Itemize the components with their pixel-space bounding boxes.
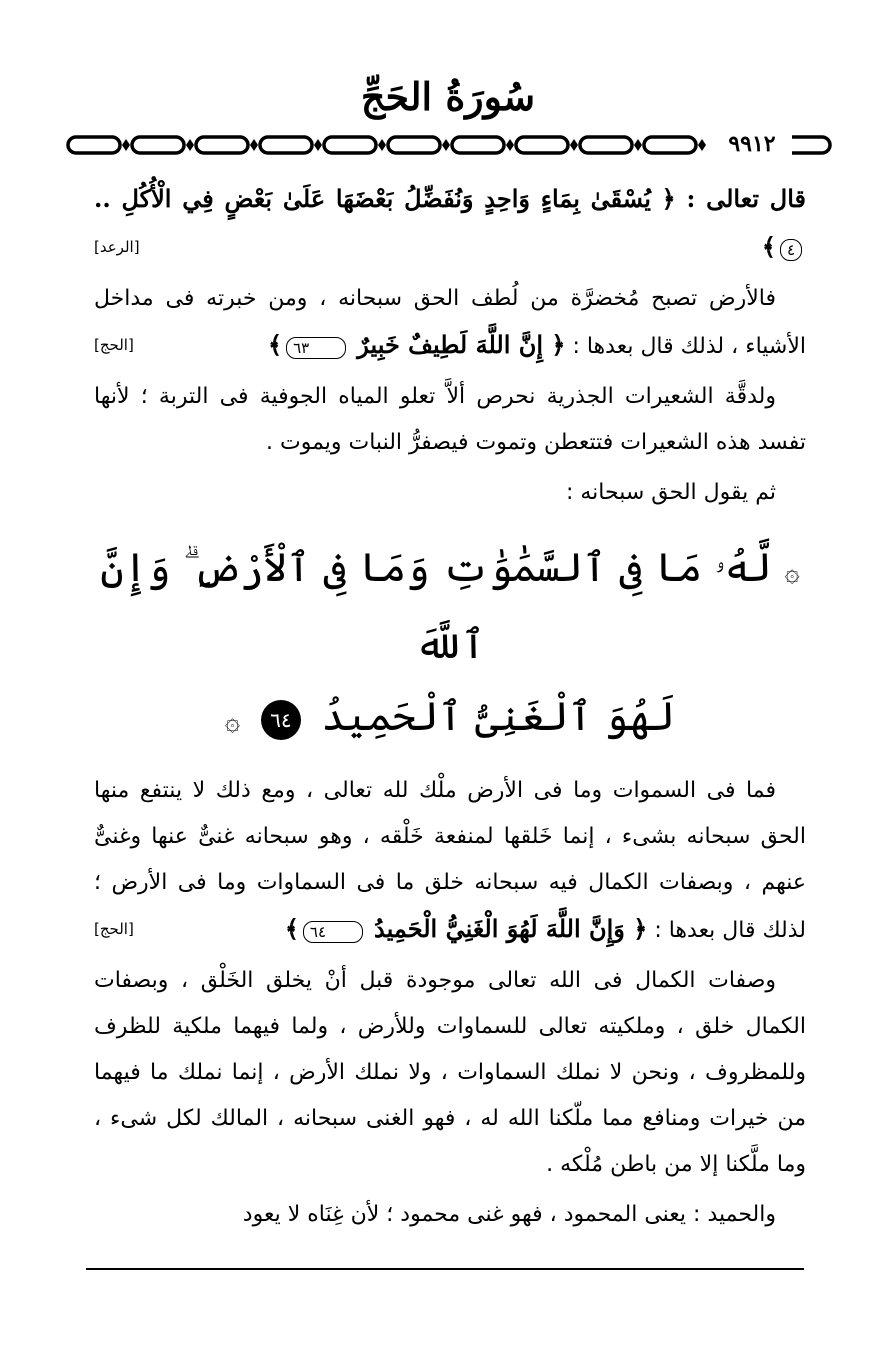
surah-reference: [الحج] bbox=[94, 920, 134, 938]
quran-quote: ﴿ إِنَّ اللَّهَ لَطِيفٌ خَبِيرٌ bbox=[357, 330, 566, 359]
verse-line-2 bbox=[94, 681, 806, 758]
verse-text: لَّهُۥ مَا فِى ٱلسَّمَٰوَٰتِ وَمَا فِى ٱلْأَرْضِ ۗ وَإِنَّ ٱللَّهَ bbox=[100, 545, 772, 668]
paragraph-5: فما فى السموات وما فى الأرض ملْك لله تعالى ، ومع ذلك لا ينتفع منها الحق سبحانه بشىء ، إنما خَلقها لمنفعة خَلْقه ، وهو سبحانه غنىٌّ عنها وغنىٌّ عنهم ، وبصفات الكمال فيه سبحانه خلق ما فى السماوات وما فى الأرض ؛ لذلك قال بعدها : ﴿ وَإِنَّ اللَّهَ لَهُوَ الْغَنِيُّ الْحَمِيدُ ٦٤﴾ [الحج] bbox=[94, 768, 806, 954]
ayah-number-badge: ٦٤ bbox=[303, 921, 363, 943]
page-number: ٩٩١٢ bbox=[712, 127, 792, 161]
surah-reference: [الحج] bbox=[94, 336, 134, 354]
paragraph-4: ثم يقول الحق سبحانه : bbox=[565, 480, 776, 505]
paragraph-text: فالأرض تصبح مُخضرَّة من لُطف الحق سبحانه ، ومن خبرته فى مداخل الأشياء ، لذلك قال بعدها : bbox=[94, 286, 806, 359]
paragraph-6: وصفات الكمال فى الله تعالى موجودة قبل أنْ يخلق الخَلْق ، وبصفات الكمال خلق ، وملكيته تعالى للسماوات وللأرض ، ولما فيهما ملكية للظرف وللمظروف ، ونحن لا نملك السماوات ، ولا نملك الأرض ، إنما نملك ما فيهما من خيرات ومنافع مما ملّكنا الله له ، فهو الغنى سبحانه ، المالك لكل شىء ، وما ملَّكنا إلا من باطن مُلْكه . bbox=[94, 968, 806, 1177]
surah-title: سُورَةُ الحَجِّ bbox=[360, 74, 536, 119]
paragraph-7: والحميد : يعنى المحمود ، فهو غنى محمود ؛ لأن غِنَاه لا يعود bbox=[242, 1202, 776, 1227]
ayah-number-medallion: ٦٤ bbox=[261, 700, 301, 740]
verse-text: لَهُوَ ٱلْغَنِىُّ ٱلْحَمِيدُ bbox=[321, 694, 676, 740]
paragraph-text: فما فى السموات وما فى الأرض ملْك لله تعالى ، ومع ذلك لا ينتفع منها الحق سبحانه بشىء ، إنما خَلقها لمنفعة خَلْقه ، وهو سبحانه غنىٌّ عنها وغنىٌّ عنهم ، وبصفات الكمال فيه سبحانه خلق ما فى السماوات وما فى الأرض ؛ لذلك قال بعدها : bbox=[94, 778, 806, 943]
quran-quote: قال تعالى : ﴿ يُسْقَىٰ بِمَاءٍ وَاحِدٍ وَنُفَضِّلُ بَعْضَهَا عَلَىٰ بَعْضٍ فِي الْأُكُلِ .. bbox=[94, 184, 806, 213]
paragraph-1: قال تعالى : ﴿ يُسْقَىٰ بِمَاءٍ وَاحِدٍ وَنُفَضِّلُ بَعْضَهَا عَلَىٰ بَعْضٍ فِي الْأُكُلِ .. ٤﴾ [الرعد] bbox=[94, 176, 806, 272]
paragraph-2: فالأرض تصبح مُخضرَّة من لُطف الحق سبحانه ، ومن خبرته فى مداخل الأشياء ، لذلك قال بعدها : ﴿ إِنَّ اللَّهَ لَطِيفٌ خَبِيرٌ ٦٣﴾ [الحج] bbox=[94, 276, 806, 370]
footer-rule bbox=[86, 1268, 804, 1270]
quran-verse-block bbox=[94, 532, 806, 758]
ornament-icon: ۞ bbox=[224, 707, 241, 737]
verse-line-1 bbox=[94, 532, 806, 681]
ornament-icon: ۞ bbox=[784, 558, 800, 588]
surah-reference: [الرعد] bbox=[94, 238, 140, 256]
ayah-number-badge: ٤ bbox=[780, 239, 802, 261]
paragraph-3: ولدقَّة الشعيرات الجذرية نحرص ألاَّ تعلو المياه الجوفية فى التربة ؛ لأنها تفسد هذه الشعيرات فتتعطن وتموت فيصفرُّ النبات ويموت . bbox=[94, 384, 806, 455]
quran-quote: ﴿ وَإِنَّ اللَّهَ لَهُوَ الْغَنِيُّ الْحَمِيدُ bbox=[374, 914, 648, 943]
ayah-number-badge: ٦٣ bbox=[286, 337, 346, 359]
page-body bbox=[94, 176, 806, 1242]
